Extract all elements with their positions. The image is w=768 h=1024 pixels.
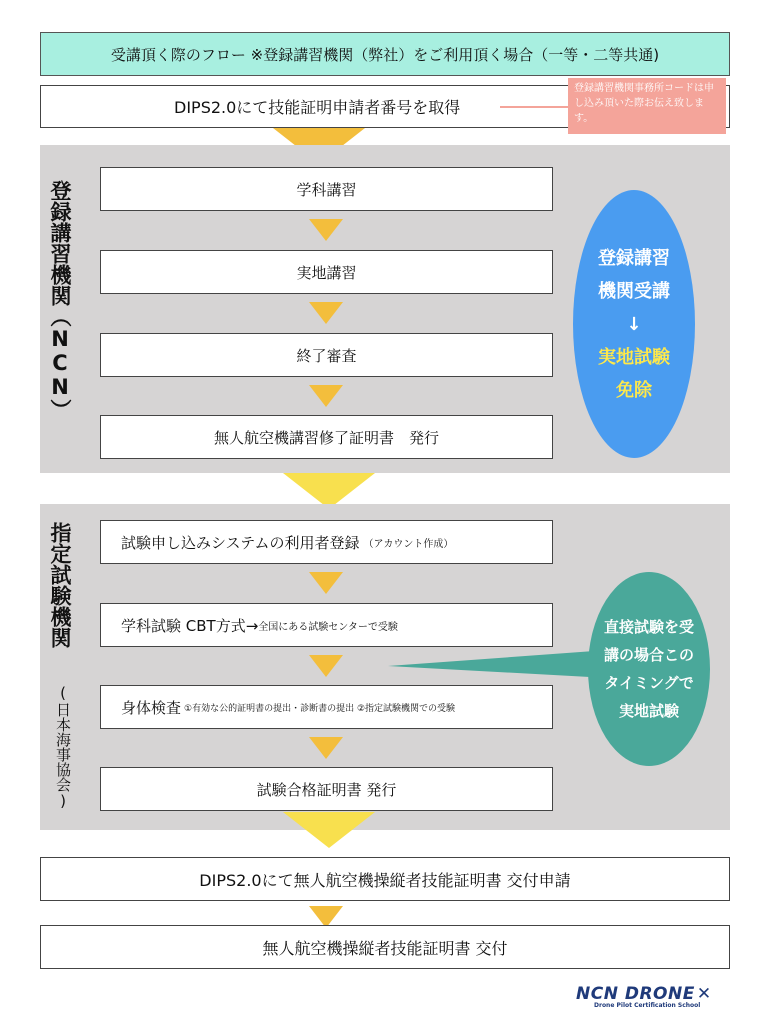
section2-label-text: 指定試験機関 [48,522,72,648]
step-physical-exam-subtext: ①有効な公的証明書の提出・診断書の提出 ②指定試験機関での受験 [184,703,456,714]
step-academic-exam-subtext: 全国にある試験センターで受験 [258,621,398,633]
logo-x-icon: ✕ [696,984,712,1004]
step-academic-exam-text: 学科試験 CBT方式→ [121,616,259,635]
oval-exemption-line1: 登録講習機関受講 [598,247,670,302]
step-license-application [40,857,730,901]
section2-sublabel-text: (日本海事協会) [54,684,72,810]
step-final-exam [100,333,553,377]
oval-pointer [388,644,608,684]
step-user-registration-subtext: （アカウント作成） [363,538,454,550]
step-physical-exam [100,685,553,729]
section2-label [46,522,74,648]
step-academic-exam [100,603,553,647]
step-academic-course-text: 学科講習 [296,180,357,199]
arrow-out-section2 [283,812,375,848]
step-license-issued-text: 無人航空機操縦者技能証明書 交付 [262,938,508,958]
callout-note [568,78,726,134]
oval-direct-exam [588,572,710,766]
flow-header [40,32,730,76]
logo-tagline: Drone Pilot Certification School [594,1002,701,1009]
oval-direct-exam-text: 直接試験を受講の場合このタイミングで実地試験 [604,618,695,720]
oval-exemption-line2: 実地試験免除 [598,346,670,401]
section1-label [46,180,74,420]
oval-exemption-arrow: ↓ [626,313,642,335]
arrow-step-5 [309,572,343,594]
step-exam-pass-certificate [100,767,553,811]
step-physical-exam-text: 身体検査 [121,698,182,717]
callout-connector [500,106,572,108]
step-license-issued [40,925,730,969]
step-course-certificate [100,415,553,459]
arrow-step-2 [309,302,343,324]
arrow-step-7 [309,737,343,759]
callout-note-text: 登録講習機関事務所コードは申し込み頂いた際お伝え致します。 [574,83,714,124]
step-user-registration [100,520,553,564]
step-academic-course [100,167,553,211]
oval-exemption [573,190,695,458]
arrow-step-6 [309,655,343,677]
section1-label-text: 登録講習機関（NCN） [48,180,72,420]
step-dips-number-text: DIPS2.0にて技能証明申請者番号を取得 [174,98,461,117]
step-practical-course [100,250,553,294]
logo-wordmark: NCN DRONE [576,984,695,1004]
section2-sublabel [53,684,73,810]
flow-header-text: 受講頂く際のフロー ※登録講習機関（弊社）をご利用頂く場合（一等・二等共通) [110,45,660,64]
step-practical-course-text: 実地講習 [296,263,357,282]
arrow-step-1 [309,219,343,241]
step-course-certificate-text: 無人航空機講習修了証明書 発行 [213,428,439,447]
arrow-step-3 [309,385,343,407]
step-exam-pass-certificate-text: 試験合格証明書 発行 [256,780,397,799]
step-user-registration-text: 試験申し込みシステムの利用者登録 [121,533,360,552]
ncn-drone-logo [576,984,736,1016]
step-license-application-text: DIPS2.0にて無人航空機操縦者技能証明書 交付申請 [199,870,571,890]
step-final-exam-text: 終了審査 [296,346,357,365]
